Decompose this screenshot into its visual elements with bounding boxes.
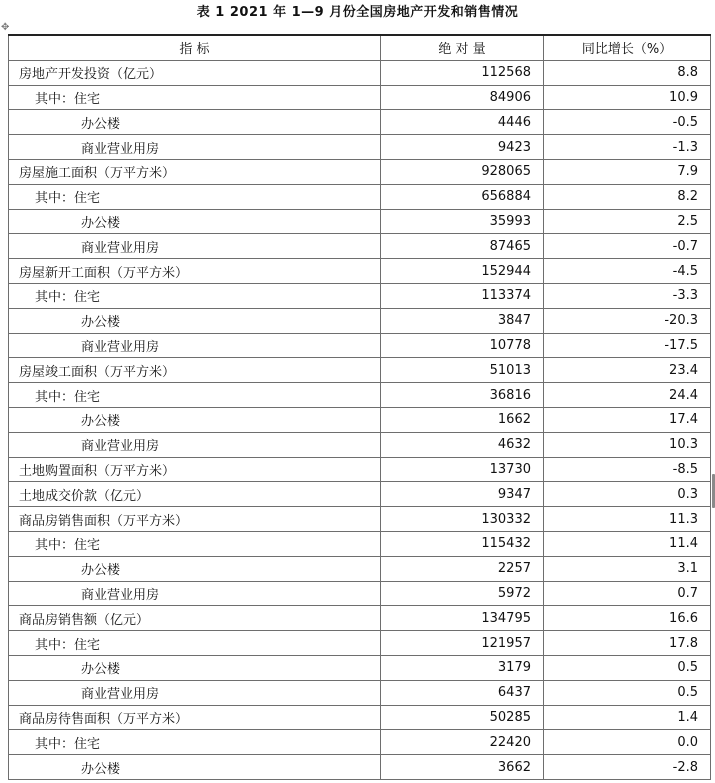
row-growth: 11.3 (544, 507, 711, 532)
row-value: 130332 (381, 507, 544, 532)
row-label: 办公楼 (9, 755, 381, 780)
row-value: 10778 (381, 333, 544, 358)
header-absolute: 绝 对 量 (381, 35, 544, 60)
row-growth: 8.2 (544, 184, 711, 209)
row-growth: 23.4 (544, 358, 711, 383)
row-value: 112568 (381, 60, 544, 85)
row-value: 3179 (381, 655, 544, 680)
row-label: 其中：住宅 (9, 531, 381, 556)
row-growth: -0.7 (544, 234, 711, 259)
row-growth: 1.4 (544, 705, 711, 730)
row-label: 办公楼 (9, 110, 381, 135)
row-growth: 7.9 (544, 159, 711, 184)
row-label: 房屋施工面积（万平方米） (9, 159, 381, 184)
row-value: 22420 (381, 730, 544, 755)
row-growth: 2.5 (544, 209, 711, 234)
row-label: 办公楼 (9, 655, 381, 680)
row-growth: 0.5 (544, 680, 711, 705)
row-growth: 0.0 (544, 730, 711, 755)
table-body (9, 60, 711, 779)
row-growth: 0.5 (544, 655, 711, 680)
row-value: 656884 (381, 184, 544, 209)
table-row (9, 705, 711, 730)
row-label: 办公楼 (9, 308, 381, 333)
table-row (9, 581, 711, 606)
table-caption: 表 1 2021 年 1—9 月份全国房地产开发和销售情况 (196, 5, 519, 20)
row-value: 113374 (381, 283, 544, 308)
header-row (9, 35, 711, 60)
header-yoy: 同比增长（%） (544, 35, 711, 60)
row-growth: 10.9 (544, 85, 711, 110)
row-label: 房屋竣工面积（万平方米） (9, 358, 381, 383)
row-label: 其中：住宅 (9, 383, 381, 408)
row-growth: 16.6 (544, 606, 711, 631)
row-label: 其中：住宅 (9, 85, 381, 110)
row-growth: 17.8 (544, 631, 711, 656)
row-value: 6437 (381, 680, 544, 705)
table-row (9, 209, 711, 234)
table-row (9, 432, 711, 457)
row-value: 9423 (381, 135, 544, 160)
row-label: 商业营业用房 (9, 581, 381, 606)
row-label: 其中：住宅 (9, 184, 381, 209)
table-row (9, 184, 711, 209)
table-row (9, 507, 711, 532)
table-row (9, 730, 711, 755)
row-value: 3662 (381, 755, 544, 780)
row-value: 51013 (381, 358, 544, 383)
table-row (9, 60, 711, 85)
row-growth: 3.1 (544, 556, 711, 581)
data-table (8, 34, 711, 780)
table-row (9, 159, 711, 184)
row-label: 土地购置面积（万平方米） (9, 457, 381, 482)
row-growth: -1.3 (544, 135, 711, 160)
table-row (9, 308, 711, 333)
row-value: 50285 (381, 705, 544, 730)
row-label: 商业营业用房 (9, 333, 381, 358)
row-growth: -20.3 (544, 308, 711, 333)
row-label: 其中：住宅 (9, 730, 381, 755)
row-label: 办公楼 (9, 407, 381, 432)
row-value: 134795 (381, 606, 544, 631)
row-value: 9347 (381, 482, 544, 507)
table-row (9, 110, 711, 135)
table-row (9, 358, 711, 383)
row-growth: -0.5 (544, 110, 711, 135)
table-row (9, 85, 711, 110)
row-value: 121957 (381, 631, 544, 656)
row-growth: 10.3 (544, 432, 711, 457)
table-row (9, 457, 711, 482)
row-label: 商品房销售面积（万平方米） (9, 507, 381, 532)
row-value: 152944 (381, 259, 544, 284)
row-value: 3847 (381, 308, 544, 333)
table-row (9, 531, 711, 556)
row-growth: 17.4 (544, 407, 711, 432)
row-value: 36816 (381, 383, 544, 408)
row-value: 5972 (381, 581, 544, 606)
row-growth: -2.8 (544, 755, 711, 780)
row-growth: 11.4 (544, 531, 711, 556)
table-row (9, 259, 711, 284)
row-growth: -4.5 (544, 259, 711, 284)
row-value: 115432 (381, 531, 544, 556)
row-label: 商业营业用房 (9, 680, 381, 705)
row-growth: -3.3 (544, 283, 711, 308)
row-label: 房地产开发投资（亿元） (9, 60, 381, 85)
row-value: 2257 (381, 556, 544, 581)
row-value: 84906 (381, 85, 544, 110)
row-value: 87465 (381, 234, 544, 259)
row-growth: -17.5 (544, 333, 711, 358)
table-row (9, 234, 711, 259)
row-growth: 8.8 (544, 60, 711, 85)
table-row (9, 606, 711, 631)
table-row (9, 135, 711, 160)
row-label: 其中：住宅 (9, 631, 381, 656)
table-row (9, 482, 711, 507)
row-label: 商品房待售面积（万平方米） (9, 705, 381, 730)
row-growth: -8.5 (544, 457, 711, 482)
row-label: 办公楼 (9, 556, 381, 581)
row-label: 办公楼 (9, 209, 381, 234)
table-row (9, 333, 711, 358)
row-growth: 24.4 (544, 383, 711, 408)
row-label: 商业营业用房 (9, 135, 381, 160)
row-value: 928065 (381, 159, 544, 184)
table-row (9, 556, 711, 581)
table-row (9, 655, 711, 680)
row-label: 商业营业用房 (9, 432, 381, 457)
table-row (9, 283, 711, 308)
table-row (9, 407, 711, 432)
row-label: 其中：住宅 (9, 283, 381, 308)
row-value: 4446 (381, 110, 544, 135)
row-growth: 0.3 (544, 482, 711, 507)
row-value: 1662 (381, 407, 544, 432)
row-label: 房屋新开工面积（万平方米） (9, 259, 381, 284)
row-value: 35993 (381, 209, 544, 234)
row-value: 4632 (381, 432, 544, 457)
row-growth: 0.7 (544, 581, 711, 606)
row-value: 13730 (381, 457, 544, 482)
table-row (9, 755, 711, 780)
row-label: 商品房销售额（亿元） (9, 606, 381, 631)
table-row (9, 631, 711, 656)
row-label: 土地成交价款（亿元） (9, 482, 381, 507)
row-label: 商业营业用房 (9, 234, 381, 259)
table-row (9, 680, 711, 705)
move-handle-icon[interactable]: ✥ (1, 22, 10, 33)
table-row (9, 383, 711, 408)
header-indicator: 指 标 (9, 35, 381, 60)
